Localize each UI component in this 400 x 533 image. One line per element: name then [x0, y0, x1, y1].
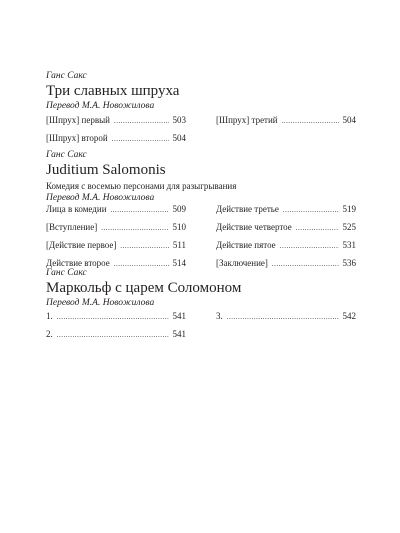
- toc-entry-page: 519: [342, 204, 356, 214]
- toc-entry-label: [Действие первое]: [46, 240, 117, 250]
- toc-entry-page: 503: [172, 115, 186, 125]
- leader-dots: [112, 133, 169, 145]
- leader-dots: [57, 329, 169, 341]
- leader-dots: [282, 115, 339, 127]
- toc-entry[interactable]: [46, 239, 186, 251]
- toc-entry[interactable]: [46, 328, 186, 340]
- leader-dots: [111, 204, 169, 216]
- section-author: Ганс Сакс: [46, 150, 87, 160]
- toc-entry-label: Действие пятое: [216, 240, 276, 250]
- toc-entries: [46, 203, 356, 269]
- toc-entries: [46, 114, 356, 144]
- toc-entry-label: [Шпрух] второй: [46, 133, 108, 143]
- toc-entry-page: 504: [172, 133, 186, 143]
- section-translator: Перевод М.А. Новожилова: [46, 298, 155, 308]
- toc-entry[interactable]: [216, 239, 356, 251]
- toc-entry-label: Лица в комедии: [46, 204, 107, 214]
- section-title: Маркольф с царем Соломоном: [46, 280, 242, 296]
- toc-entry-label: Действие четвертое: [216, 222, 292, 232]
- toc-entry-page: 531: [342, 240, 356, 250]
- toc-entry-page: 541: [172, 329, 186, 339]
- toc-entry-page: 510: [172, 222, 186, 232]
- toc-entry-label: 1.: [46, 311, 53, 321]
- toc-entry-page: 542: [342, 311, 356, 321]
- leader-dots: [283, 204, 339, 216]
- toc-entry-label: [Шпрух] третий: [216, 115, 278, 125]
- section-subtitle: Комедия с восемью персонами для разыгрывания: [46, 181, 237, 191]
- toc-entry-label: [Заключение]: [216, 258, 268, 268]
- section-title: Три славных шпруха: [46, 83, 180, 99]
- section-tri-slavnykh-shprukha: [46, 71, 356, 143]
- toc-entry[interactable]: [46, 203, 186, 215]
- section-juditium-salomonis: [46, 150, 356, 268]
- toc-entry-page: 514: [172, 258, 186, 268]
- toc-entry-page: 536: [342, 258, 356, 268]
- leader-dots: [57, 311, 169, 323]
- toc-entry[interactable]: [216, 310, 356, 322]
- toc-entry-page: 511: [172, 240, 186, 250]
- section-author: Ганс Сакс: [46, 268, 87, 278]
- section-translator: Перевод М.А. Новожилова: [46, 193, 155, 203]
- toc-entry[interactable]: [46, 114, 186, 126]
- toc-entry[interactable]: [216, 114, 356, 126]
- toc-entry-label: 2.: [46, 329, 53, 339]
- toc-entry-page: 541: [172, 311, 186, 321]
- leader-dots: [280, 240, 339, 252]
- toc-entry-label: Действие второе: [46, 258, 110, 268]
- toc-entry-label: Действие третье: [216, 204, 279, 214]
- toc-entry-page: 504: [342, 115, 356, 125]
- toc-entry[interactable]: [216, 203, 356, 215]
- toc-entry[interactable]: [216, 221, 356, 233]
- leader-dots: [296, 222, 339, 234]
- toc-entry-label: [Вступление]: [46, 222, 98, 232]
- section-translator: Перевод М.А. Новожилова: [46, 101, 155, 111]
- section-markolf-s-tsarem-solomonom: [46, 268, 356, 339]
- leader-dots: [120, 240, 168, 252]
- toc-entry-label: [Шпрух] первый: [46, 115, 110, 125]
- toc-entry[interactable]: [46, 221, 186, 233]
- leader-dots: [101, 222, 168, 234]
- toc-entry[interactable]: [46, 310, 186, 322]
- section-author: Ганс Сакс: [46, 71, 87, 81]
- leader-dots: [114, 115, 169, 127]
- leader-dots: [227, 311, 339, 323]
- toc-entry-page: 525: [342, 222, 356, 232]
- toc-entry[interactable]: [46, 132, 186, 144]
- toc-entries: [46, 310, 356, 340]
- toc-entry-label: 3.: [216, 311, 223, 321]
- toc-entry-page: 509: [172, 204, 186, 214]
- section-title: Juditium Salomonis: [46, 162, 166, 178]
